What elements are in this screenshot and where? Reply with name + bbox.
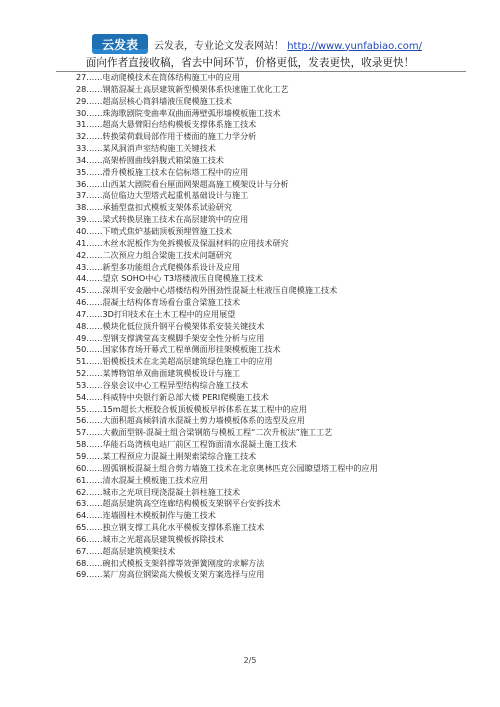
list-item: 39……梁式转换层施工技术在高层建筑中的应用 (76, 214, 249, 225)
tagline: 面向作者直接收稿，省去中间环节，价格更低，发表更快，收录更快！ (85, 57, 415, 69)
list-item: 64……连墙圆柱木模板制作与施工技术 (76, 510, 216, 521)
list-item: 68……碗扣式模板支架斜撑等效弹簧刚度的求解方法 (76, 557, 265, 568)
list-item: 58……华能石岛湾核电站厂前区工程饰面清水混凝土施工技术 (76, 439, 297, 450)
list-item: 47……3D打印技术在土木工程中的应用展望 (76, 308, 236, 319)
page-header (0, 0, 500, 74)
list-item: 49……型钢支撑满堂高支模脚手架安全性分析与应用 (76, 332, 265, 343)
list-item: 63……超高层建筑高空连廊结构模板支架钢平台安拆技术 (76, 498, 281, 509)
list-item: 31……超高大悬臂阳台结构模板支撑体系施工技术 (76, 119, 257, 130)
brand-url-link[interactable]: http://www.yunfabiao.com/ (287, 40, 422, 52)
list-item: 45……深圳平安金融中心塔楼结构外围劲性混凝土柱液压自爬模施工技术 (76, 285, 338, 296)
list-item: 53……谷泉会议中心工程异型结构综合施工技术 (76, 379, 249, 390)
list-item: 34……高架桥圆曲线斜腹式箱梁施工技术 (76, 154, 224, 165)
list-item: 54……科威特中央银行新总部大楼 PERI爬模施工技术 (76, 391, 269, 402)
list-item: 51……铝模板技术在北美超高层建筑绿色施工中的应用 (76, 356, 273, 367)
list-item: 59……某工程预应力混凝土刚架索梁综合施工技术 (76, 451, 257, 461)
list-item: 35……滑升模板施工技术在信标塔工程中的应用 (76, 166, 249, 177)
list-item: 29……超高层核心筒斜墙液压爬模施工技术 (76, 95, 232, 106)
list-item: 46……混凝土结构体育场看台重合梁施工技术 (76, 297, 241, 308)
brand-prefix: 云发表，专业论文发表网站！ (154, 40, 284, 52)
list-item: 42……二次预应力组合梁施工技术问题研究 (76, 249, 232, 260)
list-item: 67……超高层建筑模架技术 (76, 545, 176, 556)
list-item: 66……城市之光超高层建筑模板拆除技术 (76, 533, 224, 544)
list-item: 30……珠海歌剧院变曲率双曲面薄壁弧形墙模板施工技术 (76, 107, 281, 118)
list-item: 61……清水混凝土模板施工技术应用 (76, 474, 208, 485)
list-item: 43……新型多功能组合式爬模体系设计及应用 (76, 261, 241, 272)
list-item: 57……大截面型钢-混凝土组合梁钢筋与模板工程“二次升板法”施工工艺 (76, 427, 333, 438)
list-item: 44……望京 SOHO中心 T3塔楼液压自爬模施工技术 (76, 273, 264, 284)
list-item: 33……某风洞消声室结构施工关键技术 (76, 143, 216, 154)
list-item: 27……电动爬模技术在筒体结构施工中的应用 (76, 72, 241, 82)
list-item: 32……转换梁荷载局部作用于楼面的施工力学分析 (76, 131, 257, 142)
list-item: 38……承插型盘扣式模板支架体系试验研究 (76, 202, 232, 213)
list-item: 37……高位临边大型塔式起重机基础设计与施工 (76, 190, 249, 201)
list-item: 56……大面积超高倾斜清水混凝土剪力墙模板体系的选型及应用 (76, 415, 305, 426)
list-item: 65……独立钢支撑工具化水平模板支撑体系施工技术 (76, 522, 265, 533)
list-item: 50……国家体育场开幕式工程单侧面形挂架模板施工技术 (76, 344, 281, 355)
list-item: 40……下喷式焦炉基础顶板预埋管施工技术 (76, 225, 232, 236)
page-number: 2/5 (243, 656, 257, 665)
list-item: 55……15m超长大框胶合板顶板模板早拆体系在某工程中的应用 (76, 403, 307, 414)
list-item: 52……某博物馆单双曲面建筑模板设计与施工 (76, 368, 241, 379)
site-logo: 云发表 (92, 34, 148, 54)
brand-row (92, 34, 422, 54)
list-item: 28……钢筋混凝土高层建筑新型模架体系快速施工优化工艺 (76, 83, 289, 94)
list-item: 69……某厂房高位钢梁高大模板支架方案选择与应用 (76, 569, 265, 580)
list-item: 36……山西某大剧院看台厘面网架超高施工模架设计与分析 (76, 178, 289, 189)
article-list (76, 72, 476, 581)
list-item: 62……城市之光项目现浇混凝土斜柱施工技术 (76, 486, 241, 497)
list-item: 41……木丝水泥板作为免拆模板及保温材料的应用技术研究 (76, 237, 289, 248)
list-item: 60……圆弧钢板混凝土组合剪力墙施工技术在北京奥林匹克公园瞭望塔工程中的应用 (76, 462, 378, 473)
list-item: 48……模块化低位顶升钢平台模架体系安装关键技术 (76, 320, 265, 331)
brand-text (154, 37, 422, 52)
